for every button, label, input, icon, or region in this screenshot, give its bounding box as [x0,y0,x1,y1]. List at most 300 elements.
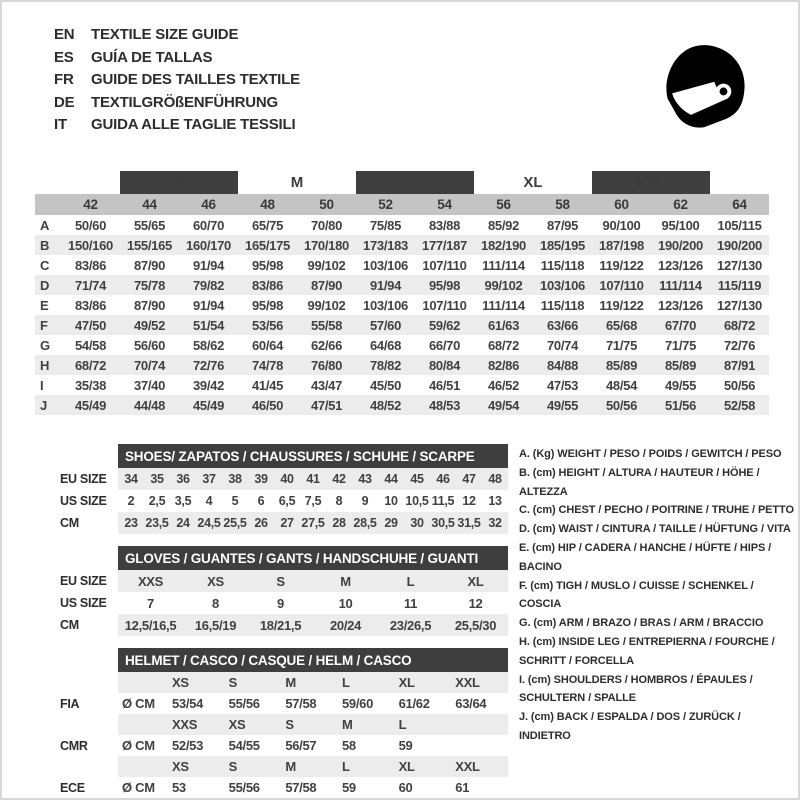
gloves_table-row [60,570,508,592]
measurement-cell: 51/56 [651,395,710,415]
numeric-size: 58 [533,194,592,215]
size-cell: 47 [456,468,482,490]
measurement-cell: 64/68 [369,337,402,353]
row-label: US SIZE [60,592,118,614]
size-group-spacer [35,171,120,194]
lower-section [60,444,794,800]
numeric-size: 42 [61,194,120,215]
helmet-value-cell: 54/55 [228,738,260,753]
measurement-cell: 39/42 [192,377,225,393]
measurement-cell: 51/54 [179,315,238,335]
language-title: TEXTILGRÖßENFÜHRUNG [91,93,279,111]
measurement-cell: 70/74 [120,355,179,375]
size-cell: 31,5 [456,512,482,534]
legend-item: A. (Kg) WEIGHT / PESO / POIDS / GEWITCH / PESO [519,448,782,460]
measurement-cell: 60/64 [251,337,284,353]
visor-pivot-inner [720,88,728,96]
helmet-values-row-cmr [60,735,508,756]
shoes_table-header-row [60,444,508,468]
size-cell: 39 [248,468,274,490]
helmet-size-cell [451,714,508,735]
helmet-value-cell: 57/58 [285,696,317,711]
measurement-cell: 87/95 [546,217,579,233]
size-cell: XXS [118,570,183,592]
size-cell: 11 [403,595,418,611]
measurement-cell: 72/76 [179,355,238,375]
measurement-cell: 68/72 [487,337,520,353]
helmet-value-cell: 56/57 [285,738,317,753]
measurement-cell: 99/102 [474,275,533,295]
size-cell: 27,5 [300,512,326,534]
measurement-cell: 43/47 [310,377,343,393]
measurement-cell: 91/94 [192,257,225,273]
measurement-cell: 49/52 [120,315,179,335]
size-group-m: M [290,174,304,191]
shoes_table-title-bar: SHOES/ ZAPATOS / CHAUSSURES / SCHUHE / SCARPE [118,444,508,468]
size-cell: 30 [404,512,430,534]
measurement-cell: 48/52 [356,395,415,415]
measurement-cell: 83/88 [428,217,461,233]
measurement-cell: 67/70 [651,315,710,335]
helmet-values-row-ece [60,777,508,798]
measurement-cell: 55/58 [297,315,356,335]
row-label: CM [60,614,118,636]
helmet-value-cell: 53/54 [172,696,204,711]
row-label-spacer [60,714,118,735]
legend-item: H. (cm) INSIDE LEG / ENTREPIERNA / FOURCHE / SCHRITT / FORCELLA [519,635,775,667]
helmet-header-row [60,648,508,672]
helmet-value-cell: 57/58 [285,780,317,795]
helmet-value-cell: 52/53 [172,738,204,753]
row-letter: A [40,217,50,233]
shoes_table-row [60,490,508,512]
measurement-cell: 111/114 [482,257,525,273]
measurement-cell: 155/165 [120,235,179,255]
size-cell: 18/21,5 [248,614,313,636]
size-cell: 23 [118,512,144,534]
measurement-cell: 150/160 [61,235,120,255]
legend-item: E. (cm) HIP / CADERA / HANCHE / HÜFTE / HIPS / BACINO [519,541,772,573]
size-cell: 43 [352,468,378,490]
measurement-cell: 48/54 [605,377,638,393]
measurement-cell: 99/102 [307,297,346,313]
size-cell: 41 [300,468,326,490]
size-cell: 30,5 [430,512,456,534]
size-cell: 12 [462,494,476,508]
size-cell: 12 [468,595,483,611]
measurement-cell: 105/115 [717,217,762,233]
measurement-row-i [35,375,769,395]
measurement-cell: 66/70 [428,337,461,353]
helmet-sizes-row-ece [60,756,508,777]
measurement-cell: 46/52 [487,377,520,393]
measurement-cell: 190/200 [710,235,769,255]
helmet-values-row-fia [60,693,508,714]
helmet-value-cell: 55/56 [228,696,260,711]
measurement-cell: 75/85 [369,217,402,233]
helmet-size-cell: XL [395,756,452,777]
legend-item: D. (cm) WAIST / CINTURA / TAILLE / HÜFTUNG / VITA [519,523,791,536]
helmet-value-cell: 61 [455,780,470,795]
measurement-cell: 79/82 [179,275,238,295]
measurement-row-e [35,295,769,315]
measurement-cell: 44/48 [120,395,179,415]
measurement-legend [508,444,794,800]
size-cell: S [248,570,313,592]
header-spacer [60,546,118,570]
measurement-cell: 173/183 [356,235,415,255]
language-title: GUIDA ALLE TAGLIE TESSILI [91,116,296,133]
size-cell: 45 [404,468,430,490]
measurement-cell: 83/86 [74,297,107,313]
helmet-size-cell: S [225,672,282,693]
measurement-cell: 91/94 [192,297,225,313]
measurement-cell: 83/86 [238,275,297,295]
measurement-cell: 85/89 [651,355,710,375]
measurement-cell: 119/122 [599,257,644,273]
measurement-cell: 95/98 [415,275,474,295]
helmet-size-cell: XS [225,714,282,735]
unit-spacer [118,714,168,735]
measurement-cell: 49/55 [533,395,592,415]
measurement-cell: 58/62 [192,337,225,353]
measurement-row-d [35,275,769,295]
helmet-sizes-row-fia [60,672,508,693]
size-cell: 38 [222,468,248,490]
size-cell: 35 [144,468,170,490]
measurement-cell: 59/62 [415,315,474,335]
measurement-cell: 115/119 [710,275,769,295]
gloves_table-header-row [60,546,508,570]
standard-label: FIA [60,693,118,714]
measurement-cell: 182/190 [474,235,533,255]
measurement-cell: 95/98 [251,257,284,273]
size-cell: 37 [196,468,222,490]
row-letter: C [40,257,50,273]
size-cell: 7 [147,595,154,611]
measurement-cell: 177/187 [415,235,474,255]
page-header [2,2,798,140]
helmet-size-cell: XL [395,672,452,693]
language-row [54,92,300,115]
measurement-cell: 107/110 [592,275,651,295]
measurement-cell: 46/50 [238,395,297,415]
measurement-cell: 61/63 [474,315,533,335]
measurement-cell: 111/114 [482,297,525,313]
row-letter: F [35,315,61,335]
header-spacer [60,444,118,468]
measurement-cell: 103/106 [363,257,408,273]
measurement-cell: 170/180 [297,235,356,255]
measurement-cell: 70/74 [546,337,579,353]
size-cell: 7,5 [304,494,322,508]
measurement-row-j [35,395,769,415]
language-row [54,47,300,70]
measurement-cell: 85/89 [592,355,651,375]
language-title: TEXTILE SIZE GUIDE [91,26,239,43]
row-letter: G [40,337,50,353]
measurement-cell: 41/45 [251,377,284,393]
measurement-cell: 103/106 [533,275,592,295]
size-cell: 36 [170,468,196,490]
size-cell: 11,5 [431,494,455,508]
measurement-row-c [35,255,769,275]
size-cell: 48 [482,468,508,490]
legend-item: B. (cm) HEIGHT / ALTURA / HAUTEUR / HÖHE / ALTEZZA [519,466,760,498]
gloves_table-row [60,614,508,636]
measurement-cell: 37/40 [133,377,166,393]
measurement-cell: 75/78 [120,275,179,295]
legend-item: C. (cm) CHEST / PECHO / POITRINE / TRUHE / PETTO [519,504,794,517]
measurement-cell: 107/110 [422,257,467,273]
size-cell: 2,5 [148,494,166,508]
measurement-cell: 99/102 [307,257,346,273]
helmet-size-cell: M [281,756,338,777]
size-cell: 9 [277,595,284,611]
size-cell: M [313,570,378,592]
helmet-size-cell: XXS [168,714,225,735]
helmet-size-cell: XS [168,672,225,693]
measurement-cell: 55/65 [133,217,166,233]
numeric-size-row [35,194,769,215]
numeric-size: 62 [651,194,710,215]
numeric-size: 60 [592,194,651,215]
size-cell: 10 [338,595,353,611]
helmet-size-cell: XXL [451,672,508,693]
diameter-unit-label: Ø CM [122,738,155,753]
measurement-cell: 78/82 [356,355,415,375]
row-letter: D [35,275,61,295]
numeric-size: 46 [179,194,238,215]
legend-item: J. (cm) BACK / ESPALDA / DOS / ZURÜCK / INDIETRO [519,711,741,742]
helmet-size-cell: L [338,756,395,777]
language-row [54,24,300,47]
size-cell: 4 [205,494,213,508]
helmet-size-cell: XS [168,756,225,777]
unit-spacer [118,756,168,777]
size-cell: 13 [488,494,502,508]
measurement-cell: 63/66 [533,315,592,335]
language-row [54,114,300,137]
row-label-spacer [60,672,118,693]
helmet-title-bar: HELMET / CASCO / CASQUE / HELM / CASCO [118,648,508,672]
size-cell: 29 [378,512,404,534]
size-cell: 8 [335,494,343,508]
shoes_table-row [60,512,508,534]
row-label: EU SIZE [60,570,118,592]
size-cell: 5 [231,494,239,508]
helmet-value-cell: 53 [172,780,186,795]
language-code: ES [54,48,74,66]
unit-spacer [118,672,168,693]
diameter-unit-label: Ø CM [122,696,155,711]
measurement-cell: 62/66 [310,337,343,353]
language-code: FR [54,71,74,88]
legend-item: F. (cm) TIGH / MUSLO / CUISSE / SCHENKEL / COSCIA [519,579,754,611]
measurement-cell: 119/122 [599,297,644,313]
measurement-cell: 95/100 [661,217,700,233]
size-group-xxl: XXL [592,171,710,194]
helmet-value-cell: 58 [341,738,356,753]
measurement-cell: 115/118 [540,257,585,273]
measurement-cell: 123/126 [658,257,703,273]
helmet-value-cell: 59/60 [341,696,374,711]
measurement-cell: 127/130 [717,297,762,313]
numeric-size: 56 [474,194,533,215]
measurement-cell: 165/175 [238,235,297,255]
measurement-cell: 74/78 [238,355,297,375]
measurement-cell: 35/38 [74,377,107,393]
measurement-cell: 87/90 [297,275,356,295]
size-cell: 28 [326,512,352,534]
racing-helmet-icon [652,26,756,140]
size-group-xl: XL [523,174,543,191]
measurement-cell: 82/86 [474,355,533,375]
measurement-cell: 45/50 [369,377,402,393]
measurement-cell: 71/75 [605,337,638,353]
size-cell: 32 [482,512,508,534]
measurement-cell: 90/100 [602,217,641,233]
measurement-cell: 103/106 [363,297,408,313]
textile-size-table [35,171,769,415]
numeric-size: 48 [238,194,297,215]
numeric-size: 50 [297,194,356,215]
measurement-cell: 47/51 [297,395,356,415]
measurement-row-a [35,215,769,235]
size-group-row [35,171,769,194]
numeric-size: 64 [710,194,769,215]
language-code: DE [54,93,75,111]
size-cell: 25,5/30 [443,614,508,636]
standard-label: ECE [60,777,118,798]
measurement-row-h [35,355,769,375]
measurement-cell: 57/60 [356,315,415,335]
shoes_table-row [60,468,508,490]
measurement-cell: 50/56 [592,395,651,415]
helmet-value-cell [451,735,508,756]
row-label: EU SIZE [60,468,118,490]
helmet-value-cell: 63/64 [455,696,487,711]
size-cell: 23,5 [144,512,170,534]
measurement-cell: 50/60 [74,217,107,233]
size-cell: 26 [248,512,274,534]
numeric-size: 52 [356,194,415,215]
size-cell: 9 [361,494,369,508]
size-cell: 23/26,5 [378,614,443,636]
diameter-unit-label: Ø CM [122,780,155,795]
measurement-cell: 68/72 [710,315,769,335]
language-row [54,69,300,92]
helmet-size-cell: S [281,714,338,735]
measurement-cell: 53/56 [238,315,297,335]
language-title: GUIDE DES TAILLES TEXTILE [91,71,300,88]
helmet-size-cell: S [225,756,282,777]
measurement-cell: 190/200 [651,235,710,255]
size-cell: 16,5/19 [183,614,248,636]
measurement-cell: 87/90 [133,257,166,273]
size-group-spacer [710,171,769,194]
gloves_table-row [60,592,508,614]
size-cell: 24 [170,512,196,534]
language-code: EN [54,26,75,43]
helmet-value-cell: 59 [398,738,413,753]
measurement-cell: 47/50 [61,315,120,335]
measurement-cell: 46/51 [428,377,461,393]
measurement-cell: 80/84 [415,355,474,375]
measurement-cell: 54/58 [74,337,107,353]
measurement-cell: 87/90 [133,297,166,313]
measurement-cell: 127/130 [717,257,762,273]
row-label: CM [60,512,118,534]
numeric-size: 54 [415,194,474,215]
measurement-cell: 83/86 [74,257,107,273]
legend-item: I. (cm) SHOULDERS / HOMBROS / ÉPAULES / SCHULTERN / SPALLE [519,673,753,705]
measurement-row-f [35,315,769,335]
measurement-cell: 91/94 [356,275,415,295]
measurement-cell: 60/70 [192,217,225,233]
size-cell: 44 [378,468,404,490]
measurement-cell: 50/56 [723,377,756,393]
language-title: GUÍA DE TALLAS [91,48,213,66]
size-cell: XL [443,570,508,592]
size-cell: 28,5 [352,512,378,534]
measurement-cell: 84/88 [533,355,592,375]
measurement-cell: 71/75 [664,337,697,353]
measurement-row-b [35,235,769,255]
row-letter: B [35,235,61,255]
size-cell: 10,5 [405,494,429,508]
size-cell: 10 [384,494,398,508]
size-cell: XS [183,570,248,592]
size-cell: 24,5 [196,512,222,534]
measurement-cell: 45/49 [179,395,238,415]
size-cell: L [378,570,443,592]
measurement-cell: 65/75 [251,217,284,233]
measurement-cell: 56/60 [133,337,166,353]
measurement-cell: 95/98 [251,297,284,313]
size-cell: 20/24 [313,614,378,636]
size-group-s: S [120,171,238,194]
helmet-value-cell: 55/56 [228,780,260,795]
measurement-cell: 87/91 [710,355,769,375]
helmet-table [60,648,508,798]
size-group-l: L [356,171,474,194]
helmet-size-cell: M [338,714,395,735]
helmet-sizes-row-cmr [60,714,508,735]
size-cell: 6 [257,494,265,508]
measurement-cell: 185/195 [533,235,592,255]
size-cell: 6,5 [278,494,296,508]
row-label: US SIZE [60,490,118,512]
measurement-cell: 187/198 [592,235,651,255]
header-spacer [60,648,118,672]
size-cell: 12,5/16,5 [118,614,183,636]
measurement-cell: 115/118 [540,297,585,313]
numeric-size: 44 [120,194,179,215]
language-code: IT [54,116,67,133]
size-cell: 42 [326,468,352,490]
size-cell: 40 [274,468,300,490]
standard-label: CMR [60,735,118,756]
measurement-cell: 76/80 [297,355,356,375]
legend-item: G. (cm) ARM / BRAZO / BRAS / ARM / BRACCIO [519,617,764,630]
accessory-tables [60,444,508,800]
size-cell: 27 [274,512,300,534]
measurement-cell: 85/92 [487,217,520,233]
measurement-row-g [35,335,769,355]
measurement-cell: 52/58 [710,395,769,415]
language-list [54,24,300,137]
